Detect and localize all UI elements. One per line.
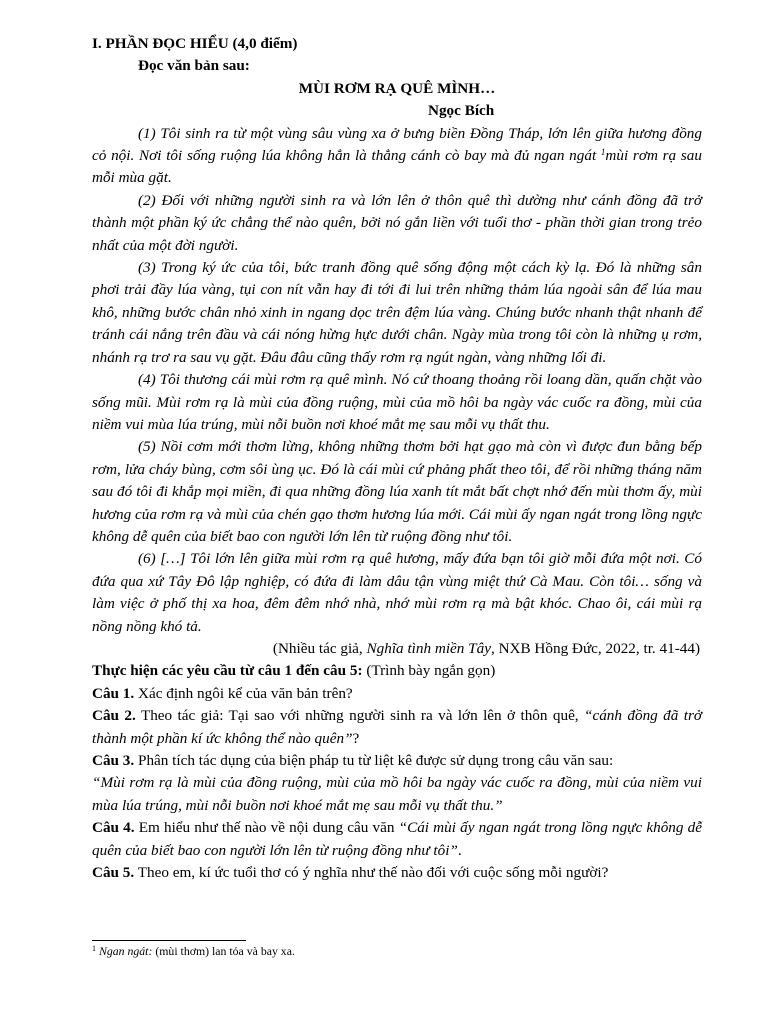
question-text: Phân tích tác dụng của biện pháp tu từ liệt kê được sử dụng trong câu văn sau:	[134, 752, 614, 769]
source-prefix: (Nhiều tác giả,	[272, 639, 367, 657]
source-suffix: , NXB Hồng Đức, 2022, tr. 41-44)	[490, 639, 700, 657]
passage-paragraph-6: (6) […] Tôi lớn lên giữa mùi rơm rạ quê hương, mấy đứa bạn tôi giờ mỗi đứa một nơi. Có đứa qua xứ Tây Đô lập nghiệp, có đứa đi làm dâu tận vùng miệt thứ Cà Mau. Còn tôi… sống và làm việc ở phố thị xa hoa, đêm đêm nhớ nhà, nhớ mùi rơm rạ mà bật khóc. Chao ôi, cái mùi rạ nồng nồng khó tả.	[92, 550, 702, 635]
question-quote: “cánh đồng đã trở thành một phần kí ức không thể nào quên”	[92, 707, 702, 747]
question-text: Xác định ngôi kể của văn bản trên?	[134, 684, 353, 702]
section-heading: I. PHẦN ĐỌC HIỂU (4,0 điểm)	[92, 35, 298, 52]
source-book: Nghĩa tình miền Tây	[366, 639, 491, 657]
instructions	[92, 660, 702, 682]
footnote-divider	[92, 940, 246, 941]
question-label: Câu 1.	[92, 684, 135, 702]
passage-paragraph-5: (5) Nồi cơm mới thơm lừng, không những thơm bởi hạt gạo mà còn vì được đun bằng bếp rơm, lửa cháy bùng, cơm sôi ùng ục. Đó là cái mùi cứ phảng phất theo tôi, để rồi những tháng năm sau đó tôi đi khắp mọi miền, đi qua những đồng lúa xanh tít mắt bất chợt nhớ đến mùi thơm ấy, mùi hương của rơm rạ và mùi của chén gạo thơm hương lúa mới. Cái mùi ấy ngan ngát trong lồng ngực không dễ quên của biết bao con người lớn lên từ ruộng đồng như tôi.	[92, 438, 702, 545]
question-2	[92, 705, 702, 750]
passage-paragraph-2: (2) Đối với những người sinh ra và lớn lên ở thôn quê thì dường như cánh đồng đã trở thành một phần ký ức chẳng thể nào quên, bởi nó gắn liền với tuổi thơ - phần thời gian trong trẻo nhất của một đời người.	[92, 191, 702, 254]
paragraph-1-text: (1) Tôi sinh ra từ một vùng sâu vùng xa ở bưng biền Đồng Tháp, lớn lên giữa hương đồng cỏ nội. Nơi tôi sống ruộng lúa không hẳn là thẳng cánh cò bay mà đủ ngan ngát	[92, 124, 702, 165]
question-label: Câu 4.	[92, 819, 135, 837]
instructions-bold: Thực hiện các yêu cầu từ câu 1 đến câu 5:	[92, 662, 363, 680]
passage-paragraph-1	[92, 123, 702, 190]
passage-paragraph-3: (3) Trong ký ức của tôi, bức tranh đồng quê sống động một cách kỳ lạ. Đó là những sân phơi trải đầy lúa vàng, tụi con nít vẫn hay đi tới đi lui trên những thảm lúa ngoài sân để lúa mau khô, những bước chân nhỏ xinh in ngang dọc trên đệm lúa vàng. Chúng bước nhanh thật nhanh để tránh cái nắng trên đầu và cái nóng hừng hực dưới chân. Ngày mùa trong tôi còn là những ụ rơm, nhánh rạ trơ ra sau vụ gặt. Đâu đâu cũng thấy rơm rạ ngút ngàn, vàng những lối đi.	[92, 259, 702, 366]
question-tail: .	[457, 841, 462, 859]
question-label: Câu 5.	[92, 864, 135, 882]
instructions-note: (Trình bày ngắn gọn)	[362, 662, 496, 680]
passage-paragraph-4: (4) Tôi thương cái mùi rơm rạ quê mình. Nó cứ thoang thoảng rồi loang dần, quấn chặt vào sống mũi. Mùi rơm rạ là mùi của đồng ruộng, mùi của mồ hôi ba ngày vác cuốc ra đồng, mùi của niềm vui mùa lúa trúng, mùi nỗi buồn nơi khoé mắt mẹ sau mỗi vụ thất thu.	[92, 371, 702, 433]
question-1	[92, 683, 702, 705]
exam-page	[92, 33, 702, 884]
question-tail: ?	[352, 729, 360, 747]
passage-source	[92, 638, 702, 660]
footnote-term: Ngan ngát:	[98, 944, 153, 958]
question-label: Câu 3.	[92, 752, 135, 769]
question-text: Em hiểu như thế nào về nội dung câu văn	[134, 819, 399, 837]
question-4	[92, 817, 702, 862]
question-quote: “Cái mùi ấy ngan ngát trong lồng ngực không dễ quên của biết bao con người lớn lên từ ruộng đồng như tôi”	[92, 819, 702, 859]
question-text: Theo em, kí ức tuổi thơ có ý nghĩa như thế nào đối với cuộc sống mỗi người?	[134, 864, 609, 882]
footnote	[92, 943, 702, 959]
question-label: Câu 2.	[92, 707, 136, 725]
question-5	[92, 862, 702, 884]
question-3	[92, 750, 702, 772]
footnote-marker: 1	[600, 147, 606, 158]
question-text: Theo tác giả: Tại sao với những người sinh ra và lớn lên ở thôn quê,	[135, 707, 585, 725]
footnote-definition: (mùi thơm) lan tỏa và bay xa.	[152, 944, 295, 958]
read-prompt: Đọc văn bản sau:	[138, 57, 250, 75]
footnote-number: 1	[92, 944, 96, 953]
question-3-quote: “Mùi rơm rạ là mùi của đồng ruộng, mùi của mồ hôi ba ngày vác cuốc ra đồng, mùi của niềm vui mùa lúa trúng, mùi nỗi buồn nơi khoé mắt mẹ sau mỗi vụ thất thu.”	[92, 774, 702, 814]
passage-title: MÙI RƠM RẠ QUÊ MÌNH…	[298, 79, 496, 97]
paragraph-1-text-cont: mùi rơm rạ sau mỗi mùa gặt.	[92, 147, 702, 187]
passage-author: Ngọc Bích	[428, 102, 495, 120]
